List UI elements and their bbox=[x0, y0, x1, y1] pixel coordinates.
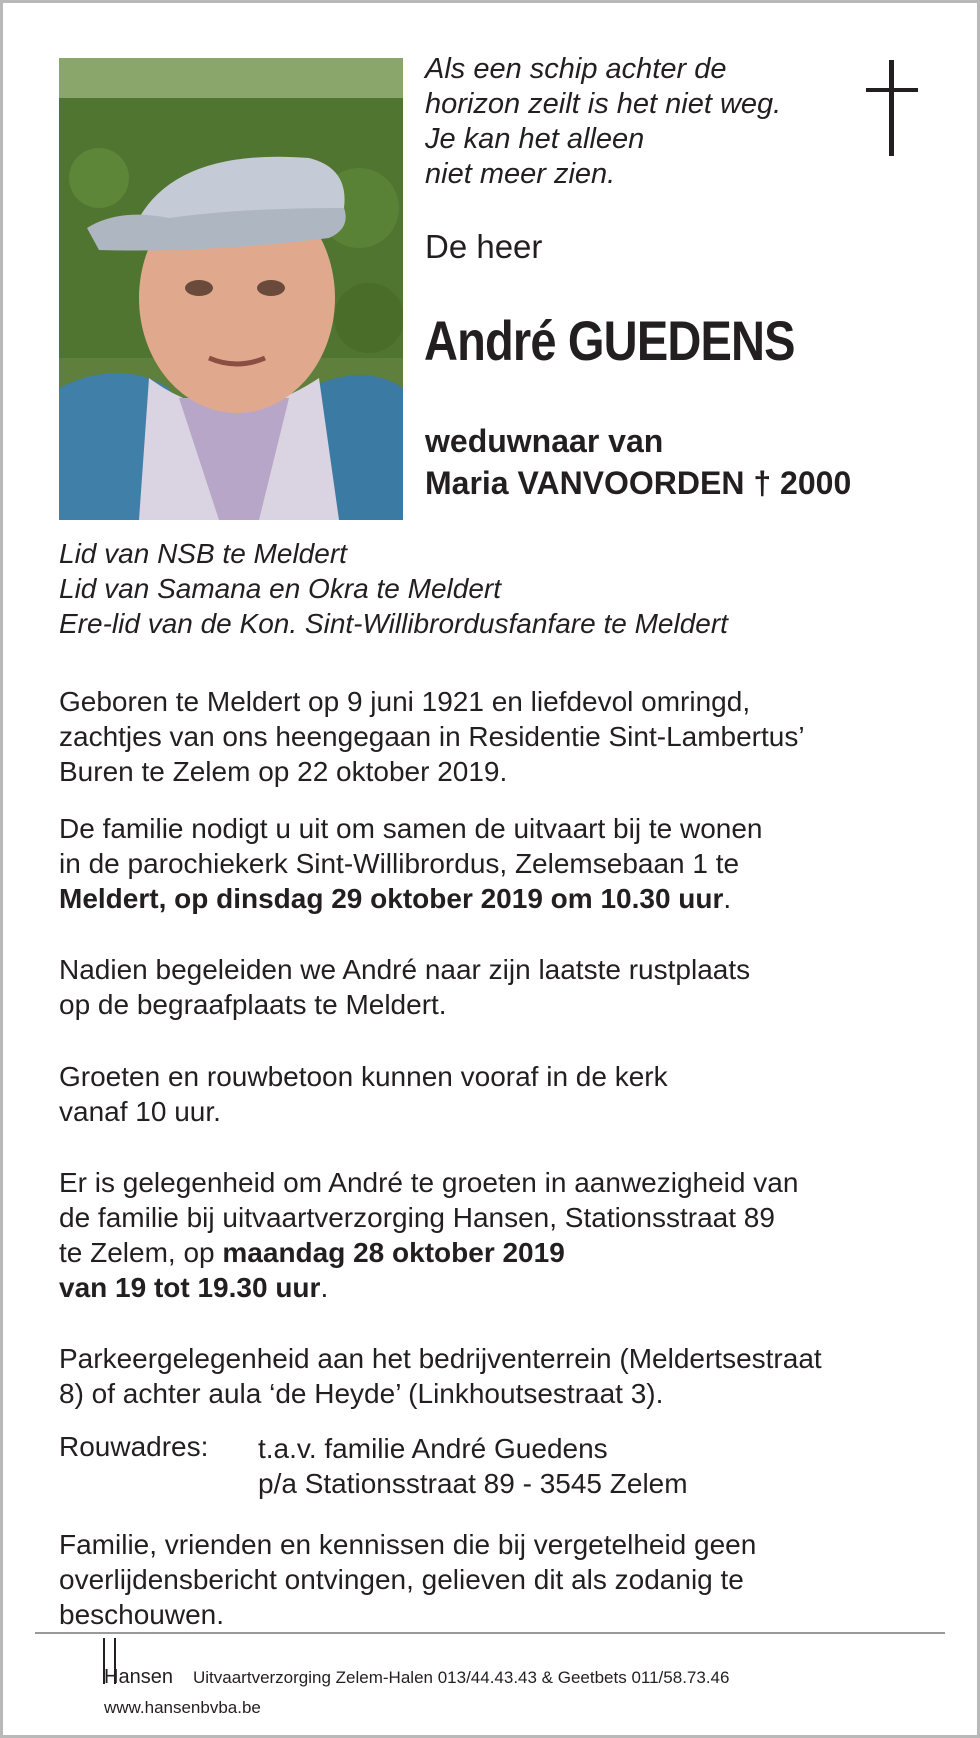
paragraph-line: beschouwen. bbox=[59, 1599, 225, 1630]
mourning-address bbox=[258, 1431, 688, 1501]
cross-icon bbox=[862, 60, 922, 160]
deceased-name: André GUEDENS bbox=[424, 309, 795, 372]
website-link[interactable]: www.hansenbvba.be bbox=[104, 1698, 261, 1717]
funeral-home-contact: Uitvaartverzorging Zelem-Halen 013/44.43.43 & Geetbets 011/58.73.46 bbox=[193, 1668, 730, 1687]
paragraph-line: vanaf 10 uur. bbox=[59, 1096, 221, 1127]
poem-line: niet meer zien. bbox=[425, 158, 616, 190]
burial-paragraph bbox=[59, 952, 750, 1022]
paragraph-line: Parkeergelegenheid aan het bedrijventerrein (Meldertsestraat bbox=[59, 1343, 822, 1374]
paragraph-line: Familie, vrienden en kennissen die bij vergetelheid geen bbox=[59, 1529, 757, 1560]
poem-line: horizon zeilt is het niet weg. bbox=[425, 88, 782, 120]
address-line: p/a Stationsstraat 89 - 3545 Zelem bbox=[258, 1468, 688, 1499]
spouse-info bbox=[425, 420, 851, 504]
paragraph-line bbox=[59, 1235, 798, 1270]
membership-line: Ere-lid van de Kon. Sint-Willibrordusfanfare te Meldert bbox=[59, 608, 728, 639]
portrait-photo bbox=[59, 58, 403, 520]
paragraph-line: Nadien begeleiden we André naar zijn laatste rustplaats bbox=[59, 954, 751, 985]
paragraph-line: zachtjes van ons heengegaan in Residentie Sint-Lambertus’ bbox=[59, 721, 805, 752]
paragraph-line: De familie nodigt u uit om samen de uitvaart bij te wonen bbox=[59, 813, 763, 844]
birth-death-paragraph bbox=[59, 684, 805, 789]
paragraph-line: overlijdensbericht ontvingen, gelieven dit als zodanig te bbox=[59, 1564, 744, 1595]
paragraph-line: Geboren te Meldert op 9 juni 1921 en liefdevol omringd, bbox=[59, 686, 751, 717]
paragraph-line: Groeten en rouwbetoon kunnen vooraf in de kerk bbox=[59, 1061, 668, 1092]
punctuation: . bbox=[723, 883, 732, 914]
paragraph-line: de familie bij uitvaartverzorging Hansen, Stationsstraat 89 bbox=[59, 1202, 775, 1233]
funeral-paragraph bbox=[59, 811, 763, 916]
poem-line: Je kan het alleen bbox=[425, 123, 645, 155]
address-line: t.a.v. familie André Guedens bbox=[258, 1433, 608, 1464]
paragraph-line bbox=[59, 881, 763, 916]
poem-quote bbox=[425, 52, 825, 192]
footer-divider bbox=[35, 1632, 945, 1634]
memberships bbox=[59, 536, 728, 641]
address-label: Rouwadres: bbox=[59, 1431, 209, 1462]
closing-paragraph bbox=[59, 1527, 756, 1632]
paragraph-line: 8) of achter aula ‘de Heyde’ (Linkhoutsestraat 3). bbox=[59, 1378, 664, 1409]
paragraph-line bbox=[59, 1270, 798, 1305]
parking-paragraph bbox=[59, 1341, 822, 1411]
poem-line: Als een schip achter de bbox=[425, 53, 727, 85]
visitation-time: van 19 tot 19.30 uur bbox=[59, 1272, 321, 1303]
paragraph-line: Buren te Zelem op 22 oktober 2019. bbox=[59, 756, 508, 787]
membership-line: Lid van Samana en Okra te Meldert bbox=[59, 573, 502, 604]
paragraph-line: op de begraafplaats te Meldert. bbox=[59, 989, 447, 1020]
hansen-logo-text: Hansen bbox=[104, 1666, 173, 1688]
spouse-line: Maria VANVOORDEN † 2000 bbox=[425, 465, 852, 501]
spouse-line: weduwnaar van bbox=[425, 423, 664, 459]
funeral-datetime: Meldert, op dinsdag 29 oktober 2019 om 10.30 uur bbox=[59, 883, 724, 914]
visitation-date: maandag 28 oktober 2019 bbox=[222, 1237, 565, 1268]
condolences-paragraph bbox=[59, 1059, 668, 1129]
membership-line: Lid van NSB te Meldert bbox=[59, 538, 347, 569]
visitation-paragraph bbox=[59, 1165, 798, 1305]
punctuation: . bbox=[320, 1272, 329, 1303]
paragraph-text: te Zelem, op bbox=[59, 1237, 223, 1268]
salutation: De heer bbox=[425, 228, 543, 265]
paragraph-line: Er is gelegenheid om André te groeten in aanwezigheid van bbox=[59, 1167, 799, 1198]
paragraph-line: in de parochiekerk Sint-Willibrordus, Zelemsebaan 1 te bbox=[59, 848, 740, 879]
